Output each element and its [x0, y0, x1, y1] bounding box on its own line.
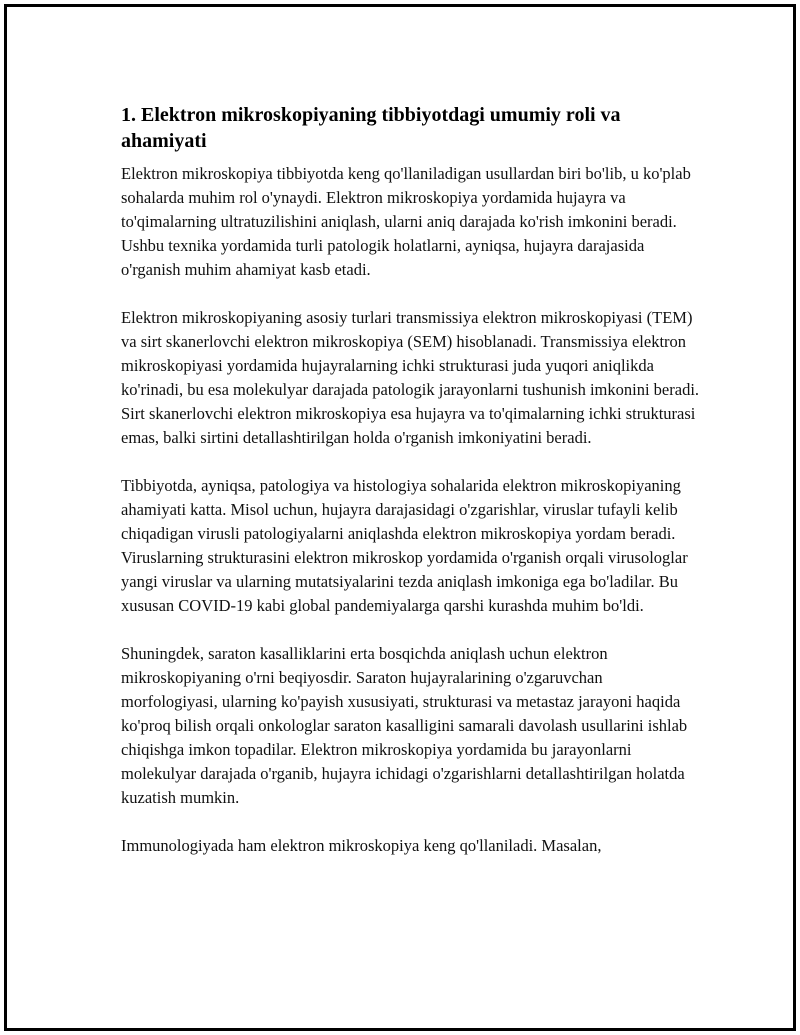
paragraph-oncology: Shuningdek, saraton kasalliklarini erta bosqichda aniqlash uchun elektron mikroskopiyaning o'rni beqiyosdir. Saraton hujayralarining o'zgaruvchan morfologiyasi, ularning ko'payish xususiyati, strukturasi va metastaz jarayoni haqida ko'proq bilish orqali onkologlar saraton kasalligini samarali davolash usullarini ishlab chiqishga imkon topadilar. Elektron mikroskopiya yordamida bu jarayonlarni molekulyar darajada o'rganib, hujayra ichidagi o'zgarishlarni detallashtirilgan holatda kuzatish mumkin. [121, 644, 688, 807]
paragraph-intro: Elektron mikroskopiya tibbiyotda keng qo'llaniladigan usullardan biri bo'lib, u ko'plab sohalarda muhim rol o'ynaydi. Elektron mikroskopiya yordamida hujayra va to'qimalarning ultratuzilishini aniqlash, ularni aniq darajada ko'rish imkonini beradi. Ushbu texnika yordamida turli patologik holatlarni, ayniqsa, hujayra darajasida o'rganish muhim ahamiyat kasb etadi. [121, 164, 691, 279]
paragraph-immunology: Immunologiyada ham elektron mikroskopiya keng qo'llaniladi. Masalan, [121, 836, 602, 855]
document-body [121, 102, 701, 882]
paragraph-pathology: Tibbiyotda, ayniqsa, patologiya va histologiya sohalarida elektron mikroskopiyaning ahamiyati katta. Misol uchun, hujayra darajasidagi o'zgarishlar, viruslar tufayli kelib chiqadigan virusli patologiyalarni aniqlashda elektron mikroskopiya yordam beradi. Viruslarning strukturasini elektron mikroskop yordamida o'rganish orqali virusologlar yangi viruslar va ularning mutatsiyalarini tezda aniqlash imkoniga ega bo'ladilar. Bu xususan COVID-19 kabi global pandemiyalarga qarshi kurashda muhim bo'ldi. [121, 476, 688, 615]
paragraph-tem-sem: Elektron mikroskopiyaning asosiy turlari transmissiya elektron mikroskopiyasi (TEM) va sirt skanerlovchi elektron mikroskopiya (SEM) hisoblanadi. Transmissiya elektron mikroskopiyasi yordamida hujayralarning ichki strukturasi juda yuqori aniqlikda ko'rinadi, bu esa molekulyar darajada patologik jarayonlarni tushunish imkonini beradi. Sirt skanerlovchi elektron mikroskopiya esa hujayra va to'qimalarning ichki strukturasi emas, balki sirtini detallashtirilgan holda o'rganish imkoniyatini beradi. [121, 308, 700, 447]
section-heading: 1. Elektron mikroskopiyaning tibbiyotdagi umumiy roli va ahamiyati [121, 104, 621, 152]
page-frame [4, 4, 796, 1031]
